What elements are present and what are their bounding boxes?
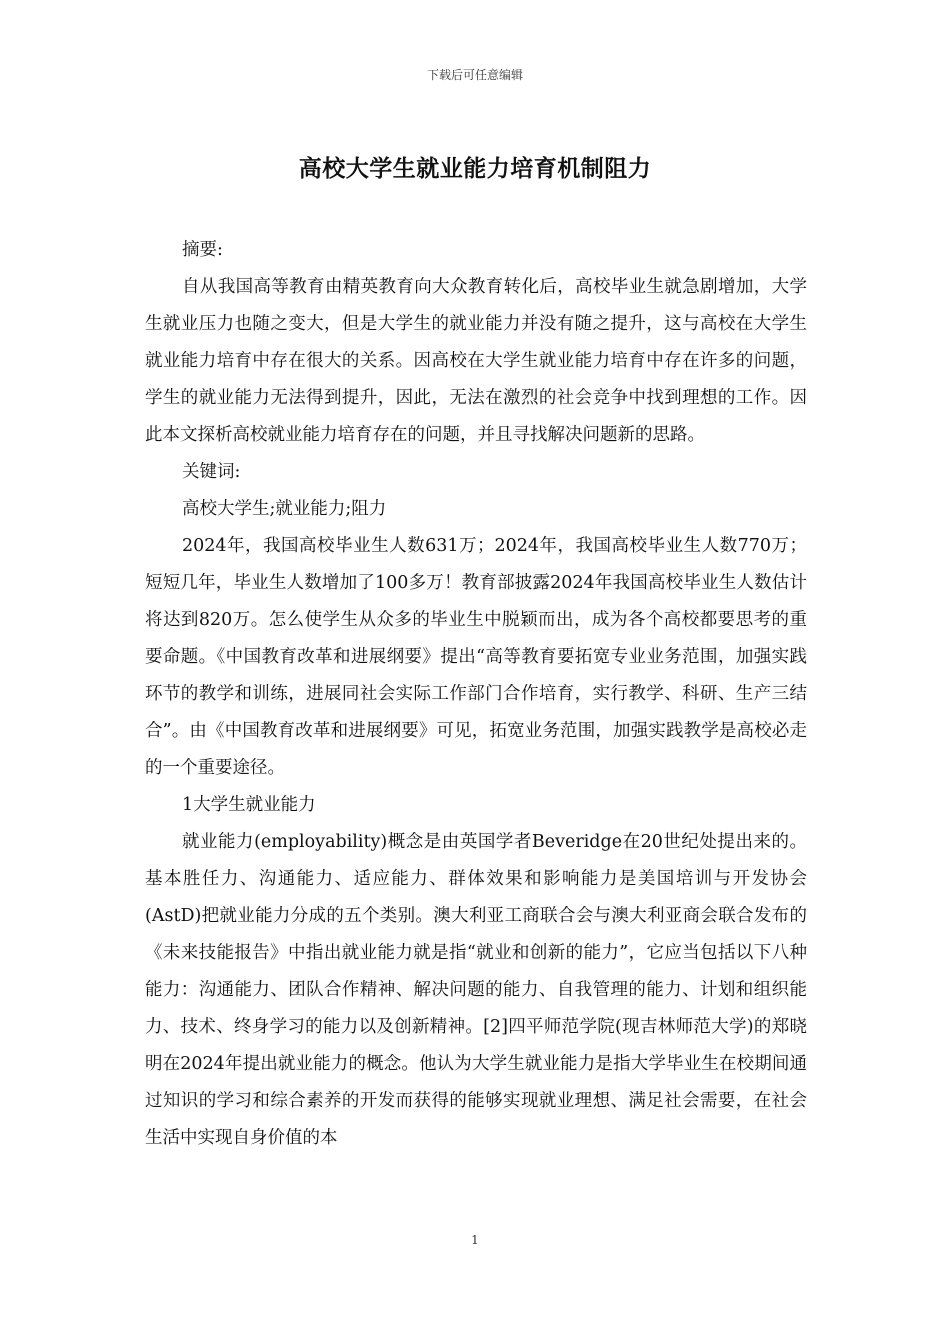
abstract-heading: 摘要: <box>182 240 223 260</box>
abstract-paragraph: 自从我国高等教育由精英教育向大众教育转化后，高校毕业生就急剧增加，大学生就业压力也随之变大，但是大学生的就业能力并没有随之提升，这与高校在大学生就业能力培育中存在很大的关系。因高校在大学生就业能力培育中存在许多的问题，学生的就业能力无法得到提升，因此，无法在激烈的社会竞争中找到理想的工作。因此本文探析高校就业能力培育存在的问题，并且寻找解决问题新的思路。 <box>145 277 807 445</box>
page-number: 1 <box>471 1233 479 1247</box>
page-header: 下载后可任意编辑 <box>426 68 523 82</box>
intro-paragraph: 2024年，我国高校毕业生人数631万；2024年，我国高校毕业生人数770万；短短几年，毕业生人数增加了100多万！教育部披露2024年我国高校毕业生人数估计将达到820万。怎么使学生从众多的毕业生中脱颖而出，成为各个高校都要思考的重要命题。《中国教育改革和进展纲要》提出“高等教育要拓宽专业业务范围，加强实践环节的教学和训练，进展同社会实际工作部门合作培育，实行教学、科研、生产三结合”。由《中国教育改革和进展纲要》可见，拓宽业务范围，加强实践教学是高校必走的一个重要途径。 <box>145 536 807 778</box>
document-body <box>145 232 807 1157</box>
keywords-heading: 关键词: <box>182 462 241 482</box>
keywords-list: 高校大学生;就业能力;阻力 <box>182 499 387 519</box>
document-title: 高校大学生就业能力培育机制阻力 <box>298 155 652 182</box>
section-paragraph: 就业能力(employability)概念是由英国学者Beveridge在20世纪处提出来的。基本胜任力、沟通能力、适应能力、群体效果和影响能力是美国培训与开发协会(AstD)把就业能力分成的五个类别。澳大利亚工商联合会与澳大利亚商会联合发布的《未来技能报告》中指出就业能力就是指“就业和创新的能力”，它应当包括以下八种能力：沟通能力、团队合作精神、解决问题的能力、自我管理的能力、计划和组织能力、技术、终身学习的能力以及创新精神。[2]四平师范学院(现吉林师范大学)的郑晓明在2024年提出就业能力的概念。他认为大学生就业能力是指大学毕业生在校期间通过知识的学习和综合素养的开发而获得的能够实现就业理想、满足社会需要，在社会生活中实现自身价值的本 <box>145 832 807 1148</box>
section-heading: 1大学生就业能力 <box>182 795 316 815</box>
